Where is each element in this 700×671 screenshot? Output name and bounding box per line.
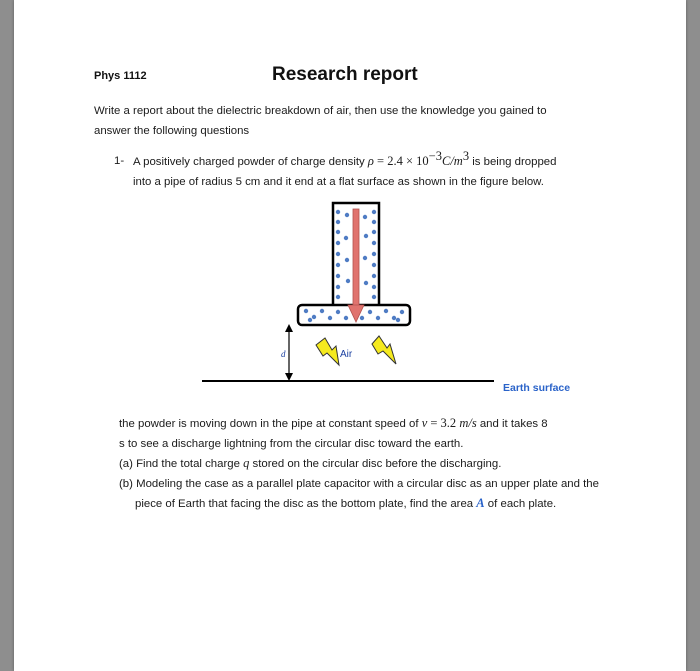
q1-text-b: is being dropped — [469, 156, 557, 168]
followup-paragraph — [119, 414, 619, 515]
lightning-bolt-right — [372, 336, 396, 364]
d-arrow-down — [285, 373, 293, 381]
q1-text-a: A positively charged powder of charge density — [133, 156, 368, 168]
intro-line-2: answer the following questions — [94, 124, 250, 137]
question-number: 1- — [114, 155, 125, 167]
q-symbol: q — [243, 456, 250, 470]
pipe-diagram — [14, 0, 686, 671]
followup-line-2: s to see a discharge lightning from the circular disc toward the earth. — [119, 437, 464, 450]
speed-unit: m/s — [459, 416, 477, 430]
followup-text-b: and it takes 8 — [476, 418, 548, 430]
density-unit: C/m — [441, 154, 463, 168]
intro-line-1: Write a report about the dielectric breakdown of air, then use the knowledge you gained to — [94, 105, 547, 117]
density-unit-exponent: 3 — [462, 149, 470, 164]
density-exponent: −3 — [428, 149, 442, 164]
page-title: Research report — [272, 64, 418, 85]
part-b-text-2: and the piece of Earth that facing the disc as the bottom plate, find the area — [135, 477, 599, 510]
flow-arrow-shaft — [353, 209, 359, 307]
part-b — [119, 475, 619, 515]
d-arrow-up — [285, 324, 293, 332]
part-a-suffix: stored on the circular disc before the discharging. — [249, 458, 502, 470]
v-symbol: v — [421, 416, 428, 430]
lightning-bolt-left — [316, 338, 339, 365]
part-a — [119, 454, 619, 475]
speed-value: = 3.2 — [427, 416, 460, 430]
part-b-text-4: each plate. — [500, 498, 557, 510]
density-value: 2.4 × 10 — [387, 154, 429, 168]
followup-line-1 — [119, 414, 619, 435]
part-a-prefix: (a) Find the total charge — [119, 458, 244, 470]
earth-surface-label: Earth surface — [503, 382, 571, 394]
a-symbol: A — [476, 496, 485, 510]
course-code: Phys 1112 — [94, 70, 147, 82]
equals-sign: = — [373, 154, 388, 168]
d-label: d — [281, 349, 286, 359]
question-1-line-2: into a pipe of radius 5 cm and it end at a flat surface as shown in the figure below. — [133, 175, 544, 188]
rho-symbol: ρ — [367, 154, 374, 168]
part-b-text-3: of — [484, 498, 498, 510]
followup-text-a: the powder is moving down in the pipe at constant speed of — [119, 418, 422, 430]
part-b-text-1: (b) Modeling the case as a parallel plate capacitor with a circular disc as an upper plate — [119, 477, 558, 490]
document-page — [14, 0, 686, 671]
air-label: Air — [340, 349, 353, 360]
